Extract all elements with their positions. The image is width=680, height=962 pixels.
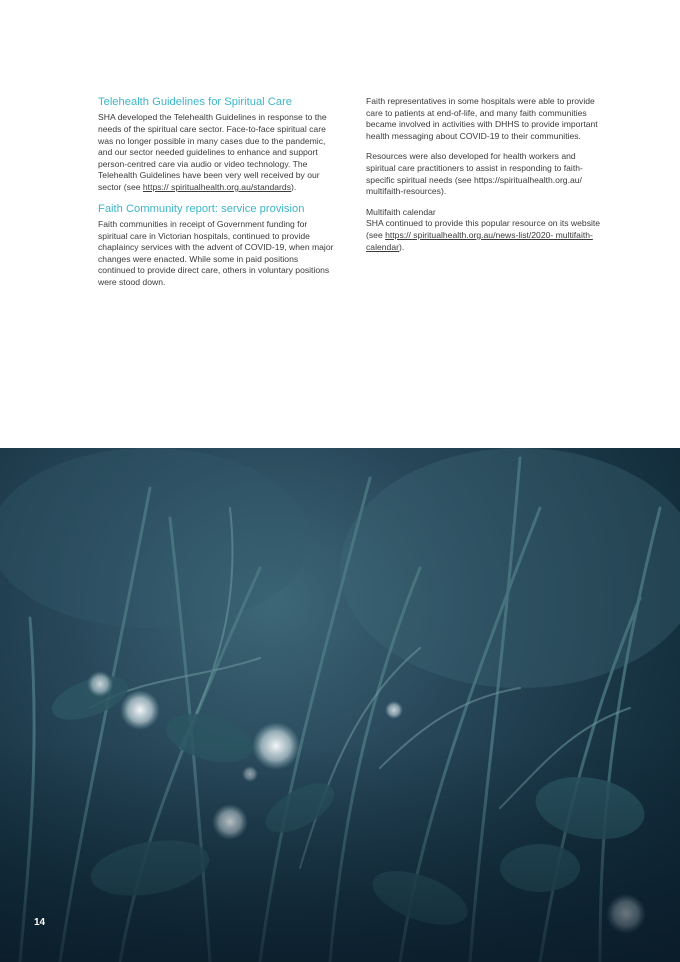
telehealth-paragraph: [98, 112, 334, 193]
section-heading-telehealth: Telehealth Guidelines for Spiritual Care: [98, 96, 293, 108]
photo-illustration: [0, 448, 680, 962]
multifaith-calendar-subheading: Multifaith calendar: [366, 206, 436, 217]
calendar-body-end: ).: [398, 241, 405, 252]
left-column: [98, 96, 334, 298]
faith-community-paragraph: Faith communities in receipt of Government funding for spiritual care in Victorian hospitals, continued to provide chaplaincy services with the advent of COVID-19, when major changes were enacted. While some in paid positions continued to provide direct care, others in voluntary positions were stood down.: [98, 218, 334, 287]
telehealth-body: SHA developed the Telehealth Guidelines in response to the needs of the spiritual care sector. Face-to-face spiritual care was no longer possible in many cases due to the pandemic, and our sector needed guidelines to enhance and support person-centred care via audio or video technology. The Telehealth Guidelines have been very well received by our sector (see: [98, 112, 327, 192]
resources-paragraph: Resources were also developed for health workers and spiritual care practitioners to assist in responding to faith-specific spiritual needs (see https://spiritualhealth.org.au/ multifaith-resources).: [366, 151, 583, 197]
calendar-body: SHA continued to provide this popular resource on its website (see: [366, 218, 601, 240]
section-heading-faith-community: Faith Community report: service provision: [98, 202, 305, 215]
flowers-grass-photo: [0, 448, 680, 962]
page-number: 14: [34, 917, 46, 928]
multifaith-calendar-paragraph: [366, 218, 602, 253]
telehealth-body-end: ).: [291, 181, 297, 192]
standards-link[interactable]: https:// spiritualhealth.org.au/standards: [142, 181, 291, 192]
faith-representatives-paragraph: Faith representatives in some hospitals were able to provide care to patients at end-of-life, and many faith communities became involved in activities with DHHS to provide important health messaging about COVID-19 to their communities.: [366, 96, 598, 141]
calendar-link[interactable]: https:// spiritualhealth.org.au/news-list/2020- multifaith-calendar: [366, 229, 593, 252]
right-column: [366, 96, 602, 262]
